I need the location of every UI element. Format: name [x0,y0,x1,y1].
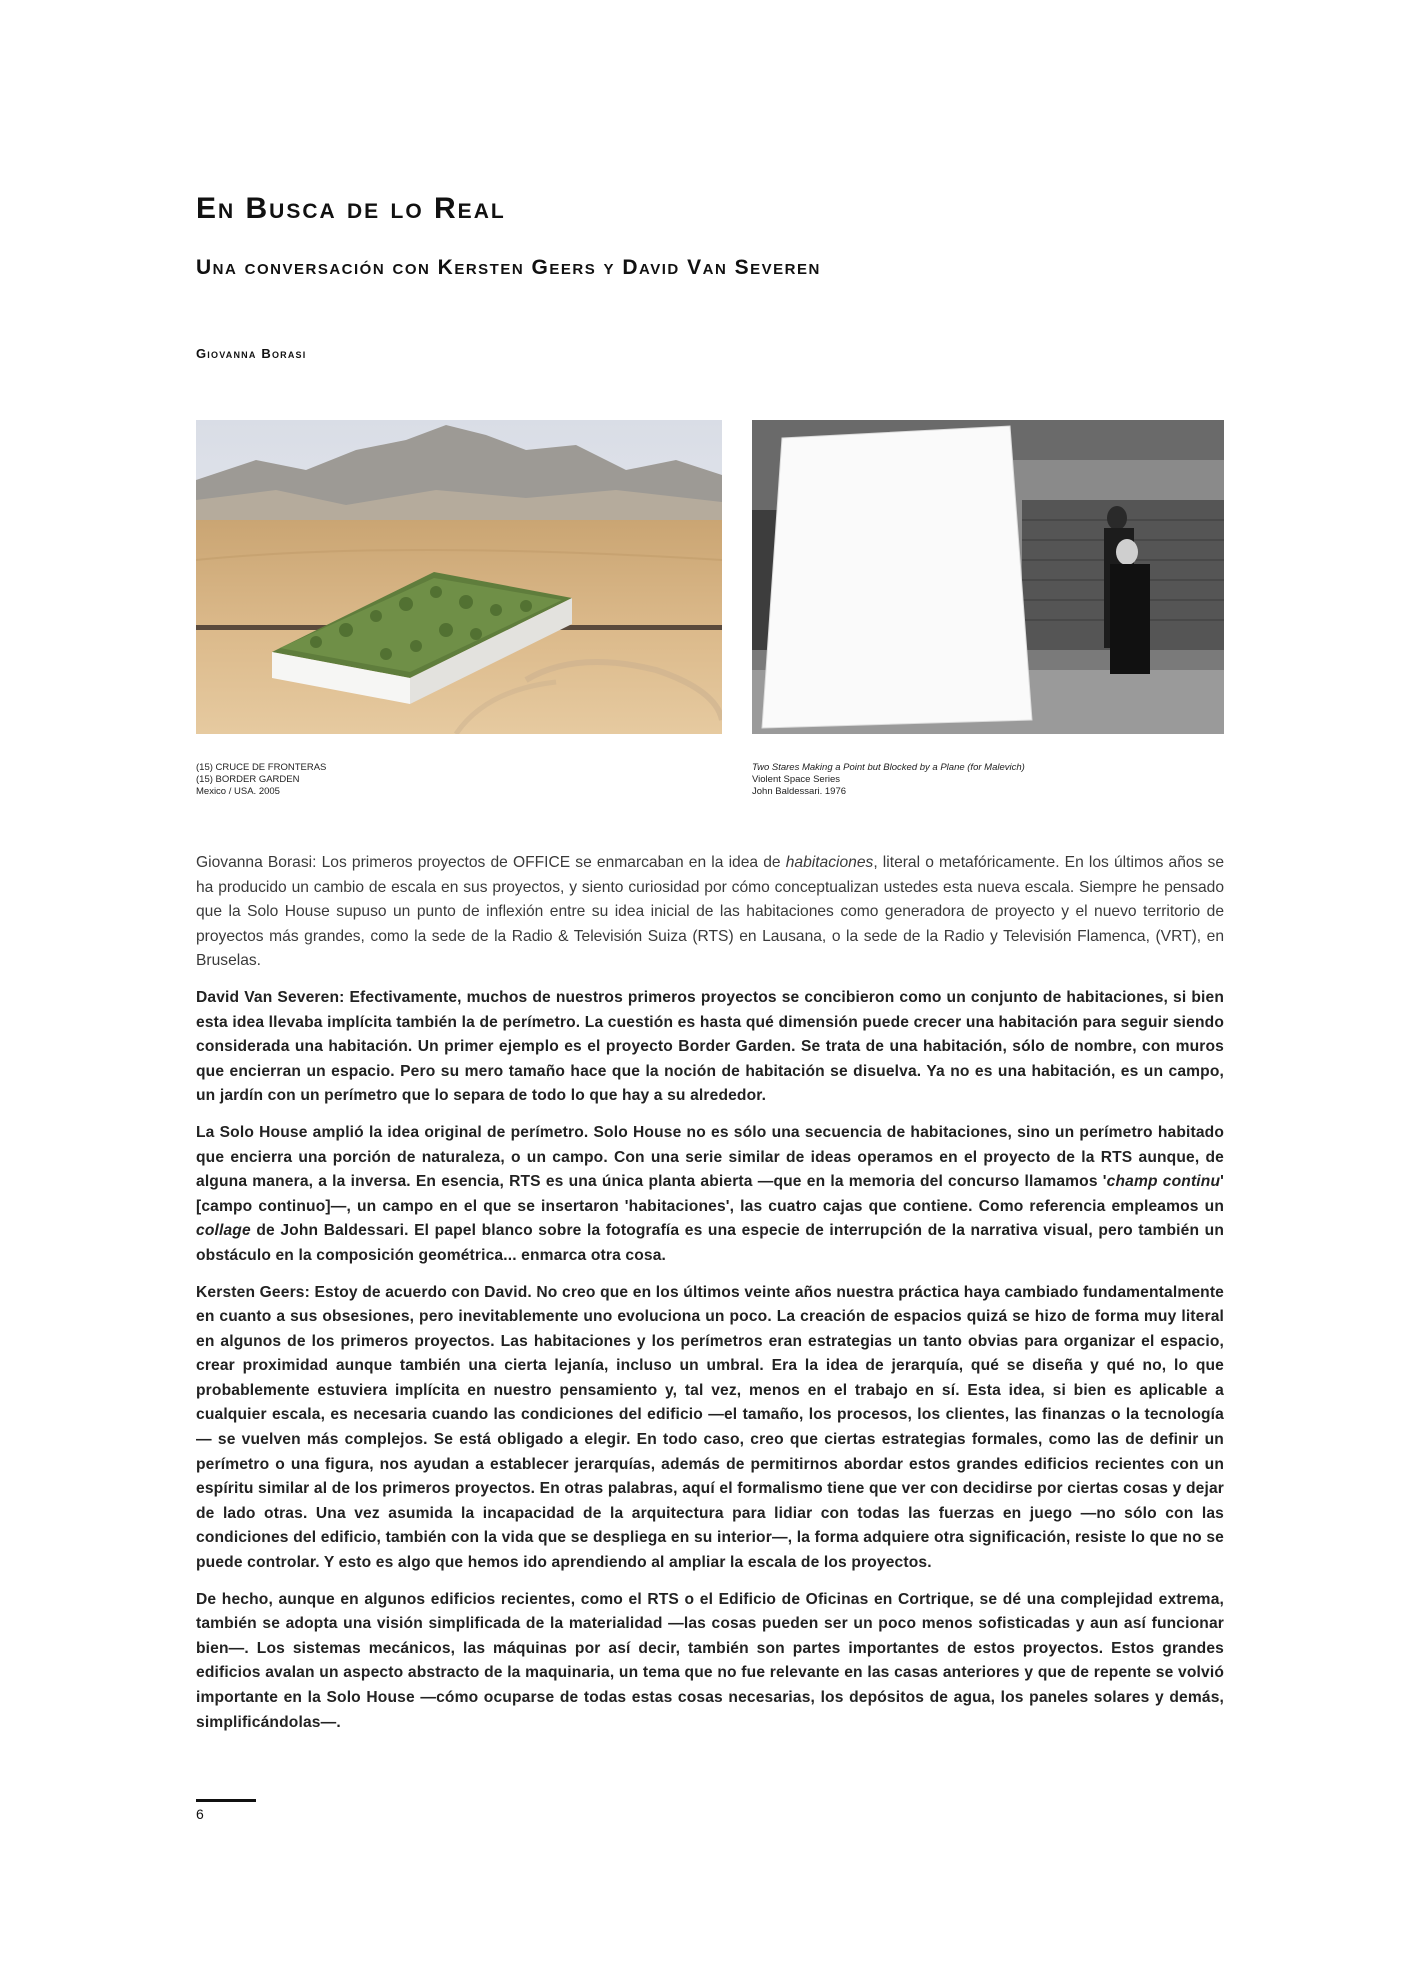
figure-caption-2 [752,762,1025,798]
baldessari-collage-image [752,420,1224,734]
caption-line: Mexico / USA. 2005 [196,786,280,797]
caption-title: Two Stares Making a Point but Blocked by a Plane (for Malevich) [752,762,1025,773]
article-title: En Busca de lo Real [196,192,506,225]
article-body [196,851,1224,1747]
author-byline: Giovanna Borasi [196,346,307,361]
caption-line: Violent Space Series [752,774,841,785]
paragraph-intro: Giovanna Borasi: Los primeros proyectos de OFFICE se enmarcaban en la idea de habitaciones, literal o metafóricamente. En los últimos años se ha producido un cambio de escala en sus proyectos, y siento curiosidad por cómo conceptualizan ustedes esta nueva escala. Siempre he pensado que la Solo House supuso un punto de inflexión entre su idea inicial de las habitaciones como generadora de proyecto y el nuevo territorio de proyectos más grandes, como la sede de la Radio & Televisión Suiza (RTS) en Lausana, o la sede de la Radio y Televisión Flamenca, (VRT), en Bruselas. [196,854,1224,970]
caption-line: (15) CRUCE DE FRONTERAS [196,762,327,773]
page-number: 6 [196,1806,204,1822]
article-subtitle: Una conversación con Kersten Geers y David Van Severen [196,256,821,279]
footer-rule [196,1799,256,1802]
paragraph: La Solo House amplió la idea original de perímetro. Solo House no es sólo una secuencia de habitaciones, sino un perímetro habitado que encierra una porción de naturaleza, o un campo. Con una serie similar de ideas operamos en el proyecto de la RTS aunque, de alguna manera, a la inversa. En esencia, RTS es una única planta abierta —que en la memoria del concurso llamamos 'champ continu' [campo continuo]—, un campo en el que se insertaron 'habitaciones', las cuatro cajas que contiene. Como referencia empleamos un collage de John Baldessari. El papel blanco sobre la fotografía es una especie de interrupción de la narrativa visual, pero también un obstáculo en la composición geométrica... enmarca otra cosa. [196,1123,1224,1264]
paragraph: David Van Severen: Efectivamente, muchos de nuestros primeros proyectos se concibieron como un conjunto de habitaciones, si bien esta idea llevaba implícita también la de perímetro. La cuestión es hasta qué dimensión puede crecer una habitación para seguir siendo considerada una habitación. Un primer ejemplo es el proyecto Border Garden. Se trata de una habitación, sólo de nombre, con muros que encierran un espacio. Pero su mero tamaño hace que la noción de habitación se disuelva. Ya no es una habitación, es un campo, un jardín con un perímetro que lo separa de todo lo que hay a su alrededor. [196,988,1224,1105]
caption-line: (15) BORDER GARDEN [196,774,300,785]
border-garden-image [196,420,722,734]
figure-caption-1 [196,762,326,798]
paragraph: Kersten Geers: Estoy de acuerdo con David. No creo que en los últimos veinte años nuestra práctica haya cambiado fundamentalmente en cuanto a sus obsesiones, pero inevitablemente uno evoluciona un poco. La creación de espacios quizá se hizo de forma muy literal en algunos de los primeros proyectos. Las habitaciones y los perímetros eran estrategias un tanto obvias para organizar el espacio, crear proximidad aunque también una cierta lejanía, incluso un umbral. Era la idea de jerarquía, qué se diseña y qué no, lo que probablemente estuviera implícita en nuestro pensamiento y, tal vez, menos en el trabajo en sí. Esta idea, si bien es aplicable a cualquier escala, es necesaria cuando las condiciones del edificio —el tamaño, los procesos, los clientes, las finanzas o la tecnología— se vuelven más complejos. Se está obligado a elegir. En todo caso, creo que ciertas estrategias formales, como las de definir un perímetro o una figura, nos ayudan a establecer jerarquías, además de permitirnos abordar estos grandes edificios recientes con un espíritu similar al de los primeros proyectos. En otras palabras, aquí el formalismo tiene que ver con decidirse por ciertas cosas y dejar de lado otras. Una vez asumida la incapacidad de la arquitectura para lidiar con todas las fuerzas en juego —no sólo con las condiciones del edificio, también con la vida que se despliega en su interior—, la forma adquiere otra significación, resiste lo que no se puede controlar. Y esto es algo que hemos ido aprendiendo al ampliar la escala de los proyectos. [196,1283,1224,1572]
caption-line: John Baldessari. 1976 [752,786,847,797]
paragraph: De hecho, aunque en algunos edificios recientes, como el RTS o el Edificio de Oficinas en Cortrique, se dé una complejidad extrema, también se adopta una visión simplificada de la materialidad —las cosas pueden ser un poco menos sofisticadas y aun así funcionar bien—. Los sistemas mecánicos, las máquinas por así decir, también son partes importantes de estos proyectos. Estos grandes edificios avalan un aspecto abstracto de la maquinaria, un tema que no fue relevante en las casas anteriores y que de repente se volvió importante en la Solo House —cómo ocuparse de todas estas cosas necesarias, los depósitos de agua, los paneles solares y demás, simplificándolas—. [196,1590,1224,1731]
